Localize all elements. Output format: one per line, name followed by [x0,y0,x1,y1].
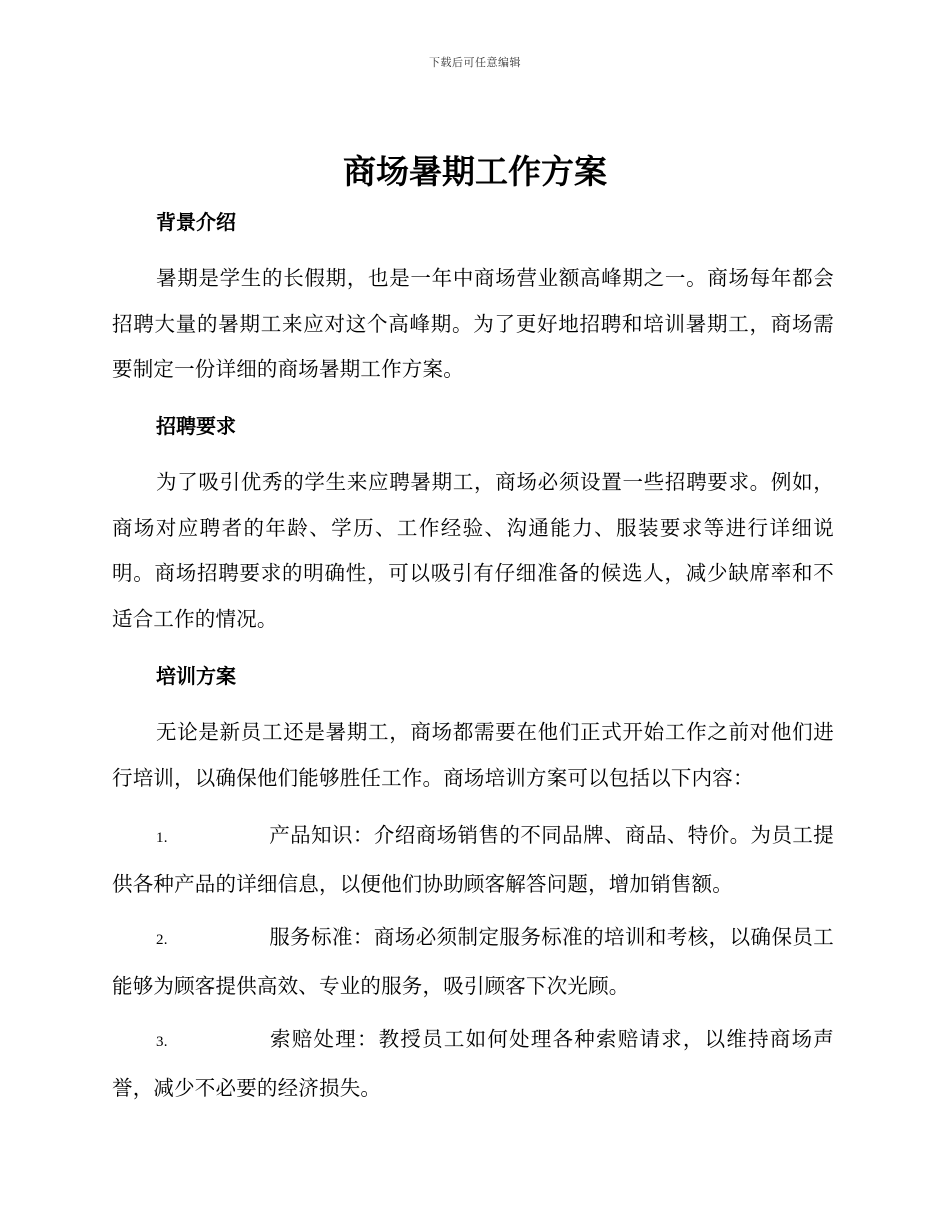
section-paragraph-training: 无论是新员工还是暑期工，商场都需要在他们正式开始工作之前对他们进行培训，以确保他们能够胜任工作。商场培训方案可以包括以下内容： [112,720,834,790]
list-item [112,813,834,907]
list-item-text: 服务标准：商场必须制定服务标准的培训和考核，以确保员工能够为顾客提供高效、专业的服务，吸引顾客下次光顾。 [112,925,834,998]
list-item-text: 产品知识：介绍商场销售的不同品牌、商品、特价。为员工提供各种产品的详细信息，以便他们协助顾客解答问题，增加销售额。 [112,823,834,896]
section-paragraph-recruitment: 为了吸引优秀的学生来应聘暑期工，商场必须设置一些招聘要求。例如，商场对应聘者的年龄、学历、工作经验、沟通能力、服装要求等进行详细说明。商场招聘要求的明确性，可以吸引有仔细准备的候选人，减少缺席率和不适合工作的情况。 [112,470,834,631]
list-item-number: 1. [156,830,168,846]
section-paragraph-background: 暑期是学生的长假期，也是一年中商场营业额高峰期之一。商场每年都会招聘大量的暑期工来应对这个高峰期。为了更好地招聘和培训暑期工，商场需要制定一份详细的商场暑期工作方案。 [112,266,834,381]
section-heading-recruitment: 招聘要求 [156,414,236,438]
page-title: 商场暑期工作方案 [343,152,607,191]
list-item [112,915,834,1009]
header-note: 下载后可任意编辑 [429,56,521,69]
list-item-text: 索赔处理：教授员工如何处理各种索赔请求，以维持商场声誉，减少不必要的经济损失。 [112,1027,834,1100]
list-item-number: 3. [156,1034,168,1050]
list-item [112,1017,834,1111]
list-item-number: 2. [156,932,168,948]
section-heading-training: 培训方案 [156,664,236,688]
section-heading-background: 背景介绍 [156,210,236,234]
